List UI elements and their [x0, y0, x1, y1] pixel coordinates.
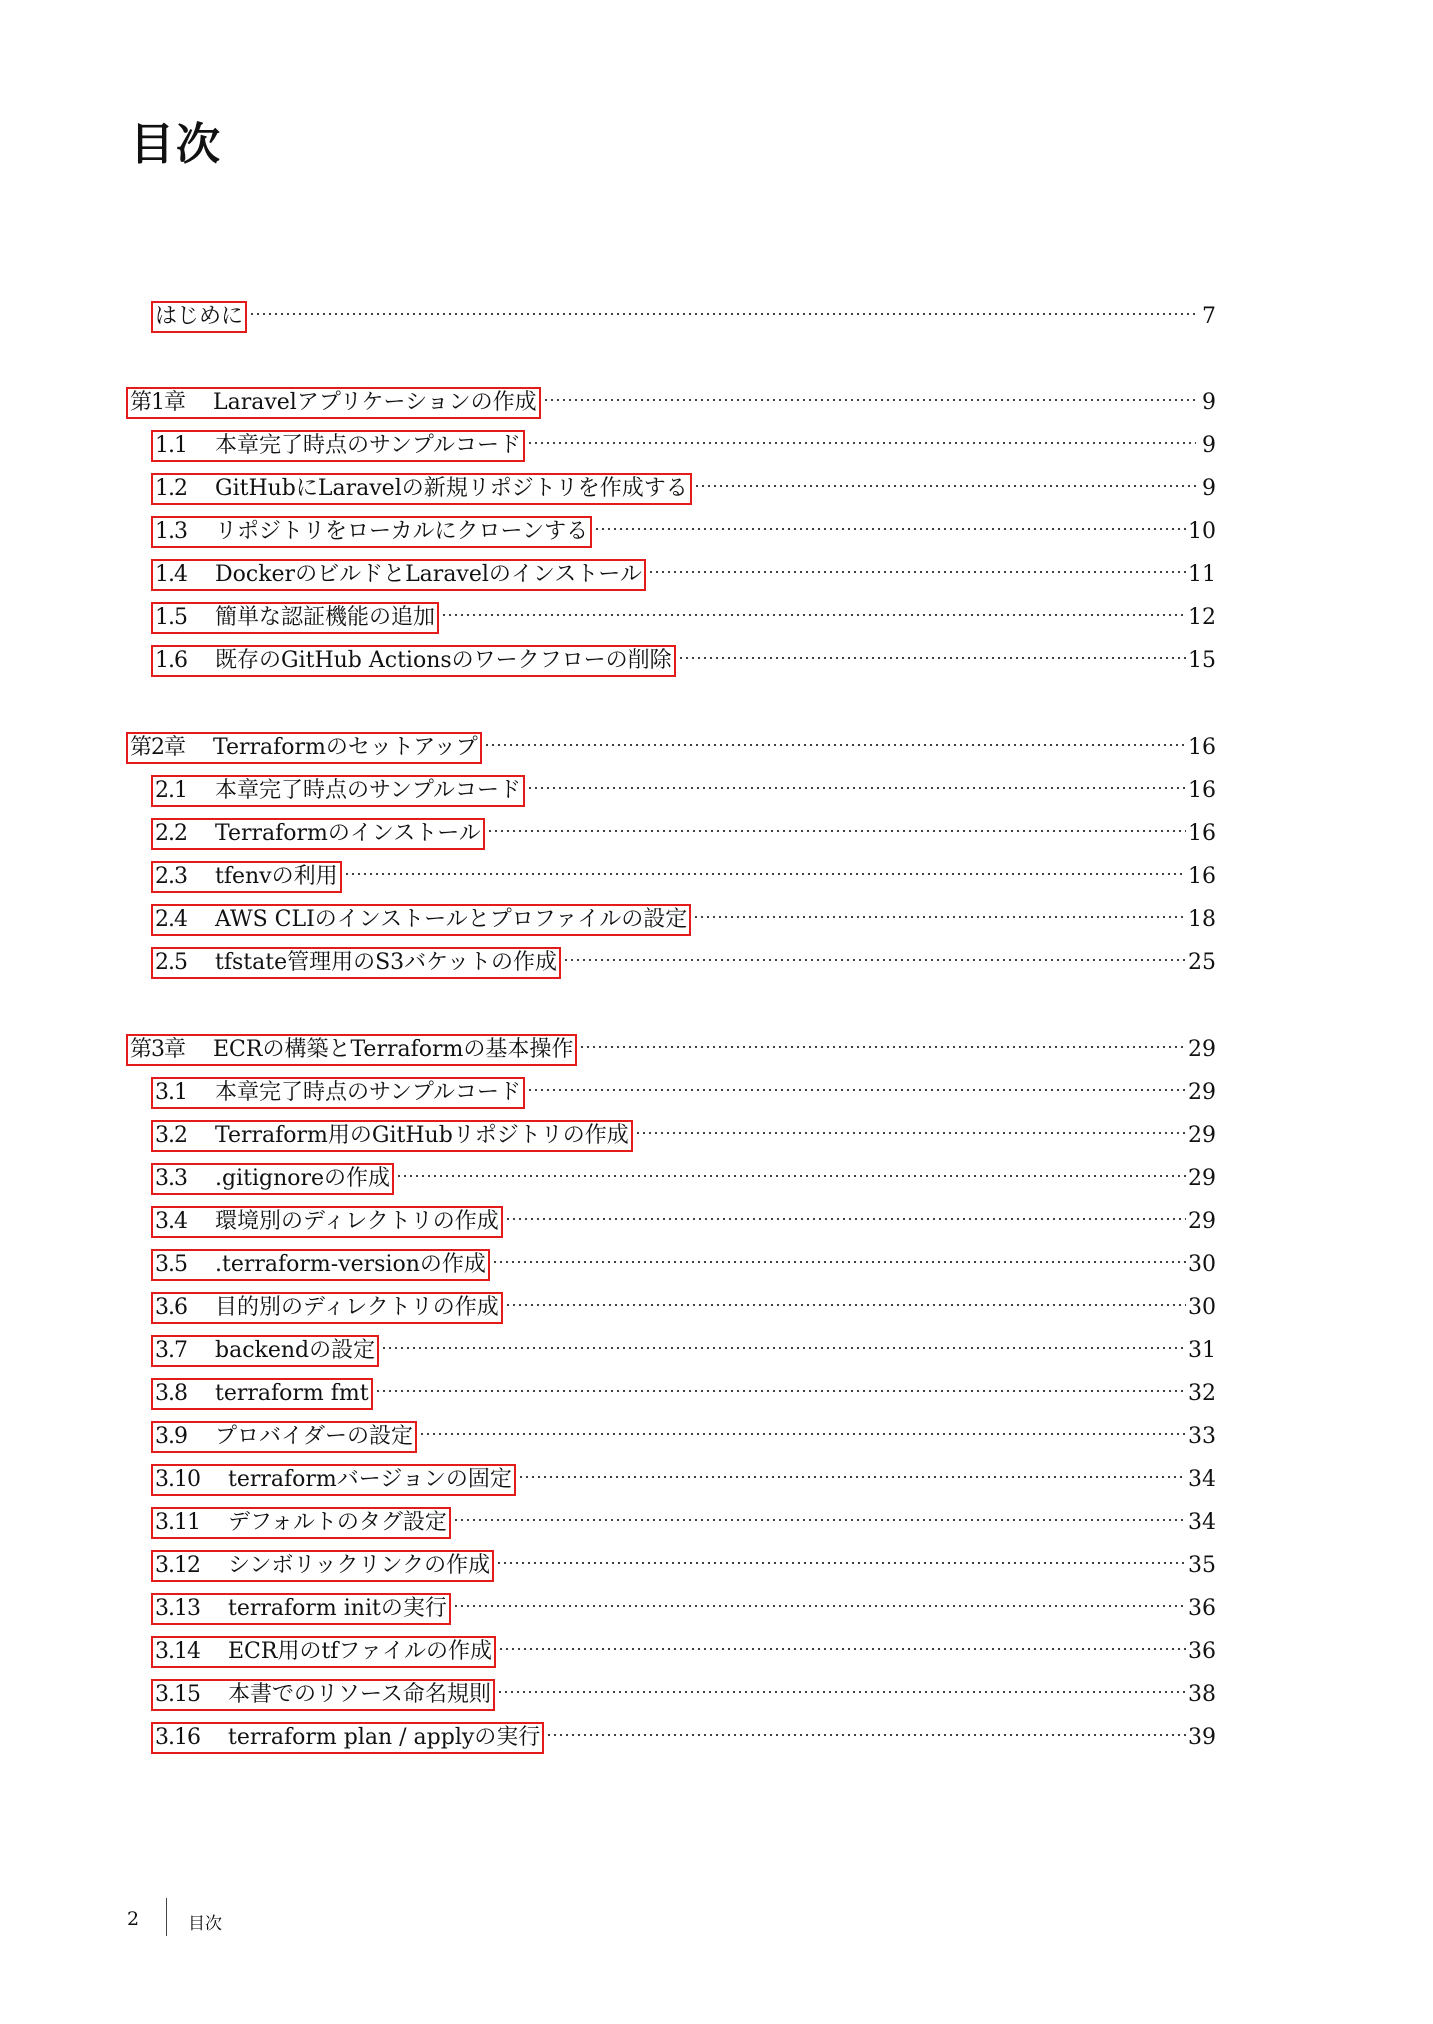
toc-page: 16: [1188, 778, 1216, 803]
toc-entry-section[interactable]: [151, 418, 1216, 458]
toc-title: 本書でのリソース命名規則: [227, 1682, 491, 1707]
toc-page: 39: [1188, 1725, 1216, 1750]
toc-title: 本章完了時点のサンプルコード: [215, 433, 522, 458]
toc-title: プロバイダーの設定: [215, 1424, 414, 1449]
dot-leader: [648, 547, 1186, 581]
dot-leader: [579, 1022, 1186, 1056]
toc-page: 12: [1188, 605, 1216, 630]
footer-divider: [166, 1898, 167, 1936]
toc-number: 2.3: [155, 864, 187, 889]
toc-page: 29: [1188, 1037, 1216, 1062]
toc-entry-section[interactable]: [151, 590, 1216, 630]
toc-entry-section[interactable]: [151, 1581, 1216, 1621]
toc-number: 2.5: [155, 950, 187, 975]
toc-page: 16: [1188, 864, 1216, 889]
toc-link[interactable]: [151, 559, 646, 591]
dot-leader: [381, 1323, 1186, 1357]
toc-title: .gitignoreの作成: [215, 1166, 391, 1191]
toc-entry-section[interactable]: [151, 1323, 1216, 1363]
toc-number: 3.1: [155, 1080, 187, 1105]
toc-title: Terraform用のGitHubリポジトリの作成: [215, 1123, 629, 1148]
toc-page: 33: [1188, 1424, 1216, 1449]
toc-entry-section[interactable]: [151, 633, 1216, 673]
dot-leader: [694, 461, 1196, 495]
toc-number: 2.2: [155, 821, 187, 846]
toc-entry-section[interactable]: [151, 547, 1216, 587]
toc-entry-section[interactable]: [151, 1409, 1216, 1449]
toc-entry-section[interactable]: [151, 1280, 1216, 1320]
toc-title: backendの設定: [215, 1338, 376, 1363]
toc-title: GitHubにLaravelの新規リポジトリを作成する: [215, 476, 688, 501]
dot-leader: [678, 633, 1186, 667]
toc-link[interactable]: [151, 1593, 451, 1625]
toc-page: 35: [1188, 1553, 1216, 1578]
toc-link[interactable]: [151, 473, 692, 505]
toc-page: 11: [1188, 562, 1216, 587]
dot-leader: [487, 806, 1186, 840]
toc-link[interactable]: [151, 904, 691, 936]
toc-number: 3.12: [155, 1553, 200, 1578]
toc-title: terraform fmt: [215, 1381, 369, 1406]
dot-leader: [527, 418, 1196, 452]
toc-link[interactable]: [126, 732, 482, 764]
toc-page: 10: [1188, 519, 1216, 544]
toc-page: 25: [1188, 950, 1216, 975]
dot-leader: [563, 935, 1186, 969]
toc-title: terraform initの実行: [227, 1596, 447, 1621]
toc-entry-section[interactable]: [151, 806, 1216, 846]
dot-leader: [498, 1624, 1186, 1658]
toc-number: 3.6: [155, 1295, 187, 1320]
toc-title: terraformバージョンの固定: [227, 1467, 512, 1492]
toc-entry-section[interactable]: [151, 892, 1216, 932]
toc-number: 3.4: [155, 1209, 187, 1234]
toc-number: 3.7: [155, 1338, 187, 1363]
toc-link[interactable]: [151, 1722, 544, 1754]
toc-entry-chapter[interactable]: [126, 375, 1216, 415]
toc-entry-chapter[interactable]: [126, 720, 1216, 760]
toc-entry-section[interactable]: [151, 504, 1216, 544]
dot-leader: [527, 1065, 1186, 1099]
toc-number: 3.8: [155, 1381, 187, 1406]
toc-title: 簡単な認証機能の追加: [215, 605, 436, 630]
toc-title: Terraformのインストール: [215, 821, 481, 846]
dot-leader: [518, 1452, 1186, 1486]
toc-link[interactable]: [151, 1077, 525, 1109]
toc-link[interactable]: [151, 516, 592, 548]
dot-leader: [419, 1409, 1186, 1443]
toc-title: .terraform-versionの作成: [215, 1252, 486, 1277]
toc-entry-section[interactable]: [151, 1151, 1216, 1191]
toc-number: 1.5: [155, 605, 187, 630]
toc-entry-section[interactable]: [151, 1538, 1216, 1578]
toc-page: 36: [1188, 1639, 1216, 1664]
dot-leader: [543, 375, 1196, 409]
toc-page: 34: [1188, 1467, 1216, 1492]
toc-link[interactable]: [151, 645, 676, 677]
toc-entry-section[interactable]: [151, 1366, 1216, 1406]
toc-number: 1.1: [155, 433, 187, 458]
dot-leader: [505, 1280, 1186, 1314]
toc-link[interactable]: [151, 1249, 490, 1281]
toc-title: リポジトリをローカルにクローンする: [215, 519, 589, 544]
toc-title: 環境別のディレクトリの作成: [215, 1209, 499, 1234]
toc-page: 16: [1188, 735, 1216, 760]
toc-entry-section[interactable]: [151, 1624, 1216, 1664]
toc-entry-section[interactable]: [151, 763, 1216, 803]
toc-title: はじめに: [155, 304, 244, 329]
toc-number: 3.10: [155, 1467, 200, 1492]
toc-entry-section[interactable]: [151, 461, 1216, 501]
toc-page: 16: [1188, 821, 1216, 846]
toc-page: 29: [1188, 1123, 1216, 1148]
toc-title: 本章完了時点のサンプルコード: [215, 1080, 522, 1105]
toc-title: AWS CLIのインストールとプロファイルの設定: [215, 907, 688, 932]
toc-link[interactable]: [151, 1464, 516, 1496]
toc-link[interactable]: [151, 1163, 394, 1195]
toc-title: DockerのビルドとLaravelのインストール: [215, 562, 642, 587]
toc-entry-section[interactable]: [151, 1710, 1216, 1750]
toc-link[interactable]: [151, 1421, 417, 1453]
dot-leader: [396, 1151, 1186, 1185]
toc-entry-section[interactable]: [151, 1108, 1216, 1148]
toc-entry-section[interactable]: [151, 1194, 1216, 1234]
toc-link[interactable]: [151, 1292, 503, 1324]
toc-link[interactable]: [151, 861, 342, 893]
toc-page: 29: [1188, 1209, 1216, 1234]
toc-entry-section[interactable]: [151, 849, 1216, 889]
toc-title: 既存のGitHub Actionsのワークフローの削除: [215, 648, 672, 673]
dot-leader: [635, 1108, 1186, 1142]
toc-page: 30: [1188, 1295, 1216, 1320]
toc-title: terraform plan / applyの実行: [227, 1725, 541, 1750]
toc-title: Laravelアプリケーションの作成: [213, 390, 537, 415]
toc-number: 3.2: [155, 1123, 187, 1148]
toc-link[interactable]: [151, 775, 525, 807]
dot-leader: [375, 1366, 1186, 1400]
toc-title: 本章完了時点のサンプルコード: [215, 778, 522, 803]
toc-number: 3.13: [155, 1596, 200, 1621]
dot-leader: [594, 504, 1186, 538]
toc-number: 3.15: [155, 1682, 200, 1707]
toc-entry-front[interactable]: [151, 289, 1216, 329]
toc-link[interactable]: [151, 947, 561, 979]
toc-page: 38: [1188, 1682, 1216, 1707]
toc-link[interactable]: [151, 818, 485, 850]
toc-number: 3.16: [155, 1725, 200, 1750]
toc-entry-section[interactable]: [151, 1667, 1216, 1707]
toc-number: 3.5: [155, 1252, 187, 1277]
dot-leader: [497, 1667, 1186, 1701]
footer-section-label: 目次: [188, 1914, 222, 1934]
toc-title: Terraformのセットアップ: [213, 735, 478, 760]
dot-leader: [505, 1194, 1186, 1228]
toc-title: tfenvの利用: [215, 864, 338, 889]
dot-leader: [441, 590, 1186, 624]
toc-link[interactable]: [151, 1679, 495, 1711]
toc-page: 29: [1188, 1080, 1216, 1105]
toc-number: 1.2: [155, 476, 187, 501]
toc-number: 1.3: [155, 519, 187, 544]
toc-number: 3.14: [155, 1639, 200, 1664]
toc-page: 31: [1188, 1338, 1216, 1363]
toc-entry-section[interactable]: [151, 1065, 1216, 1105]
toc-page: 9: [1202, 390, 1216, 415]
toc-link[interactable]: [126, 1034, 577, 1066]
toc-link[interactable]: [151, 1550, 494, 1582]
toc-number: 第3章: [130, 1037, 185, 1062]
toc-page: 9: [1202, 476, 1216, 501]
toc-link[interactable]: [151, 301, 247, 333]
toc-page: 29: [1188, 1166, 1216, 1191]
dot-leader: [492, 1237, 1186, 1271]
toc-number: 3.9: [155, 1424, 187, 1449]
toc-number: 3.3: [155, 1166, 187, 1191]
toc-number: 1.6: [155, 648, 187, 673]
toc-link[interactable]: [151, 1378, 373, 1410]
toc-entry-section[interactable]: [151, 1452, 1216, 1492]
toc-number: 2.1: [155, 778, 187, 803]
page-title: 目次: [130, 119, 222, 170]
toc-page: 34: [1188, 1510, 1216, 1535]
toc-page: 32: [1188, 1381, 1216, 1406]
dot-leader: [527, 763, 1186, 797]
toc-title: デフォルトのタグ設定: [227, 1510, 447, 1535]
toc-number: 第1章: [130, 390, 185, 415]
toc-link[interactable]: [126, 387, 541, 419]
toc-number: 1.4: [155, 562, 187, 587]
dot-leader: [496, 1538, 1186, 1572]
toc-link[interactable]: [151, 1335, 379, 1367]
dot-leader: [249, 289, 1196, 323]
toc-entry-chapter[interactable]: [126, 1022, 1216, 1062]
toc-link[interactable]: [151, 1206, 503, 1238]
dot-leader: [546, 1710, 1186, 1744]
dot-leader: [453, 1581, 1186, 1615]
toc-link[interactable]: [151, 602, 439, 634]
dot-leader: [484, 720, 1186, 754]
toc-number: 第2章: [130, 735, 185, 760]
toc-title: ECR用のtfファイルの作成: [227, 1639, 492, 1664]
toc-number: 2.4: [155, 907, 187, 932]
toc-page: 36: [1188, 1596, 1216, 1621]
toc-title: ECRの構築とTerraformの基本操作: [213, 1037, 574, 1062]
toc-title: tfstate管理用のS3バケットの作成: [215, 950, 558, 975]
toc-link[interactable]: [151, 430, 525, 462]
dot-leader: [453, 1495, 1186, 1529]
toc-page: 15: [1188, 648, 1216, 673]
toc-title: 目的別のディレクトリの作成: [215, 1295, 499, 1320]
footer-page-number: 2: [127, 1908, 140, 1930]
dot-leader: [344, 849, 1186, 883]
toc-page: 30: [1188, 1252, 1216, 1277]
toc-page: 18: [1188, 907, 1216, 932]
toc-entry-section[interactable]: [151, 1495, 1216, 1535]
toc-link[interactable]: [151, 1507, 451, 1539]
toc-link[interactable]: [151, 1636, 496, 1668]
toc-entry-section[interactable]: [151, 935, 1216, 975]
toc-entry-section[interactable]: [151, 1237, 1216, 1277]
toc-title: シンボリックリンクの作成: [227, 1553, 491, 1578]
toc-page: 9: [1202, 433, 1216, 458]
dot-leader: [693, 892, 1186, 926]
toc-page: 7: [1202, 304, 1216, 329]
toc-number: 3.11: [155, 1510, 200, 1535]
toc-link[interactable]: [151, 1120, 633, 1152]
